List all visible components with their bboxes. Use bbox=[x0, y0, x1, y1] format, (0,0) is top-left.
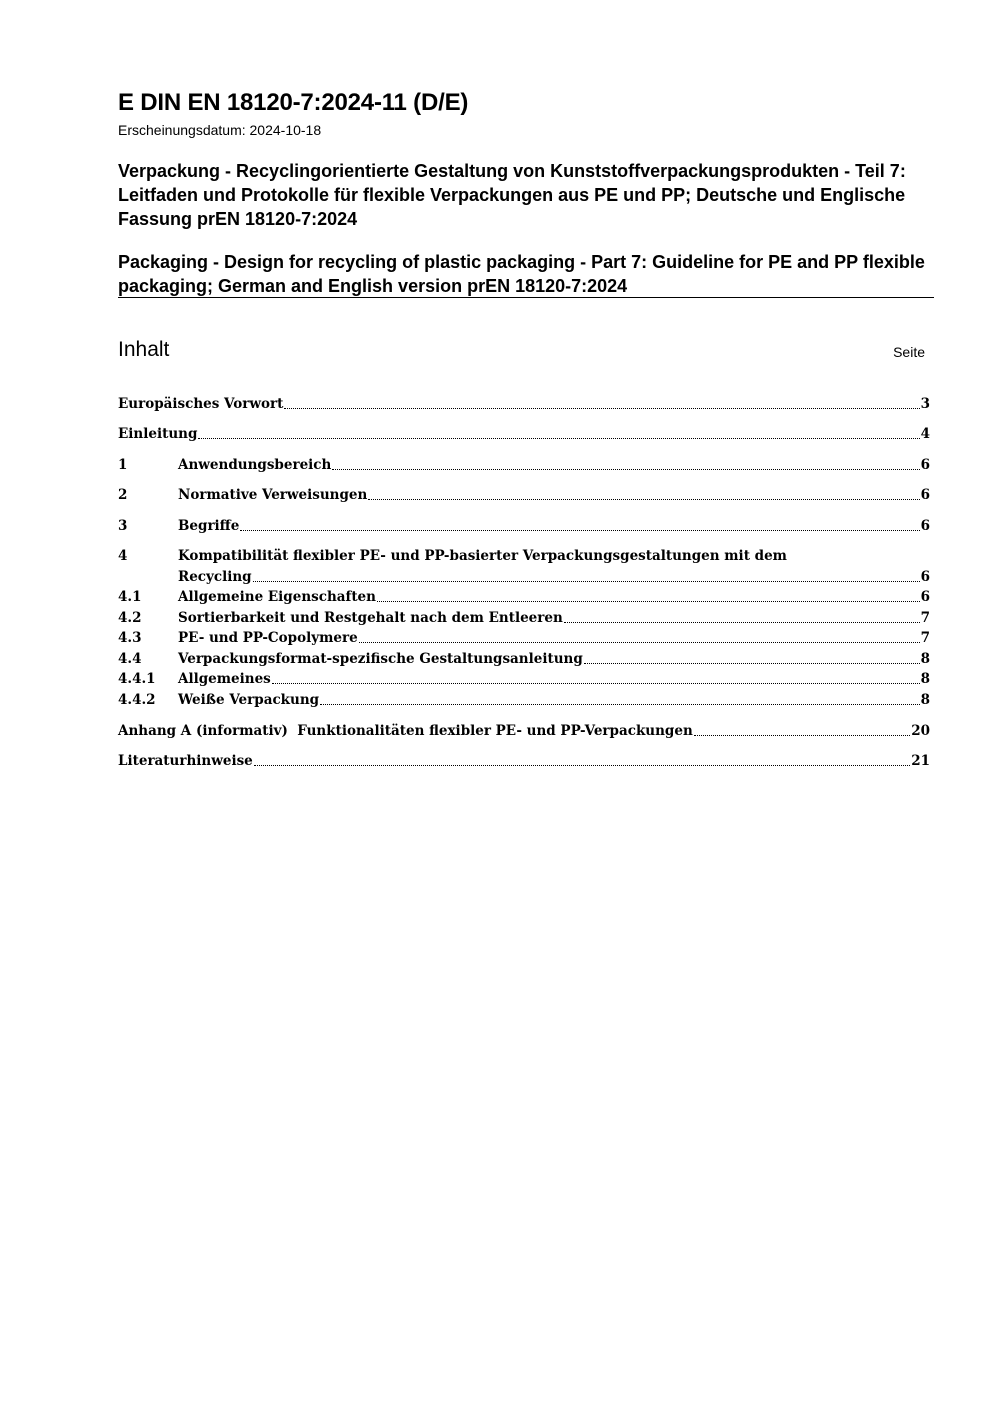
toc-heading: Inhalt bbox=[118, 338, 170, 361]
toc-leader-dots bbox=[359, 641, 920, 643]
toc-entry-number: 4.2 bbox=[118, 610, 142, 626]
toc-entry-text: Kompatibilität flexibler PE- und PP-basierter Verpackungsgestaltungen mit dem bbox=[178, 548, 787, 564]
toc-entry-introduction[interactable] bbox=[118, 424, 930, 444]
toc-entry-number: 4.4.1 bbox=[118, 671, 156, 687]
toc-entry-text: Weiße Verpackung bbox=[178, 692, 320, 708]
toc-entry-number: 3 bbox=[118, 518, 128, 534]
toc-entry-text-continued: Recycling bbox=[178, 569, 252, 585]
toc-entry-foreword[interactable] bbox=[118, 394, 930, 414]
toc-entry-text: Literaturhinweise bbox=[118, 753, 253, 769]
toc-entry-annex-a[interactable] bbox=[118, 721, 930, 741]
toc-entry-4-4-2[interactable] bbox=[118, 690, 930, 710]
toc-entry-page: 6 bbox=[920, 457, 930, 473]
toc-leader-dots bbox=[254, 764, 910, 766]
toc-entry-page: 7 bbox=[920, 630, 930, 646]
toc-entry-number: 4.4.2 bbox=[118, 692, 156, 708]
toc-leader-dots bbox=[694, 734, 910, 736]
toc-entry-1[interactable] bbox=[118, 455, 930, 475]
toc-leader-dots bbox=[272, 682, 920, 684]
toc-entry-page: 6 bbox=[920, 518, 930, 534]
toc-leader-dots bbox=[284, 407, 919, 409]
toc-entry-page: 21 bbox=[911, 753, 930, 769]
toc-entry-3[interactable] bbox=[118, 516, 930, 536]
toc-entry-text: Allgemeines bbox=[178, 671, 271, 687]
toc-entry-text: Normative Verweisungen bbox=[178, 487, 368, 503]
toc-entry-4[interactable] bbox=[118, 567, 930, 587]
toc-entry-number: 4.3 bbox=[118, 630, 142, 646]
toc-entry-page: 3 bbox=[920, 396, 930, 412]
toc-entry-page: 6 bbox=[920, 569, 930, 585]
toc-leader-dots bbox=[368, 498, 919, 500]
toc-leader-dots bbox=[240, 529, 919, 531]
toc-entry-text: Einleitung bbox=[118, 426, 198, 442]
toc-entry-bibliography[interactable] bbox=[118, 751, 930, 771]
toc-entry-text: PE- und PP-Copolymere bbox=[178, 630, 358, 646]
document-title: E DIN EN 18120-7:2024-11 (D/E) bbox=[118, 89, 469, 116]
toc-entry-page: 8 bbox=[920, 692, 930, 708]
title-german: Verpackung - Recyclingorientierte Gestaltung von Kunststoffverpackungsprodukten - Teil 7: Leitfaden und Protokolle für flexible Verpackungen aus PE und PP; Deutsche und Englische Fassung prEN 18120-7:2024 bbox=[118, 161, 906, 229]
toc-entry-4-4[interactable] bbox=[118, 649, 930, 669]
toc-entry-number: 2 bbox=[118, 487, 128, 503]
toc-entry-text: Allgemeine Eigenschaften bbox=[178, 589, 376, 605]
toc-entry-text: Anhang A (informativ) Funktionalitäten flexibler PE- und PP-Verpackungen bbox=[118, 723, 693, 739]
toc-entry-number: 4 bbox=[118, 548, 128, 564]
toc-leader-dots bbox=[584, 662, 920, 664]
toc-entry-4-2[interactable] bbox=[118, 608, 930, 628]
toc-entry-4-first-line[interactable] bbox=[118, 546, 787, 566]
toc-entry-page: 8 bbox=[920, 651, 930, 667]
toc-leader-dots bbox=[564, 621, 920, 623]
toc-entry-text: Sortierbarkeit und Restgehalt nach dem Entleeren bbox=[178, 610, 563, 626]
toc-entry-text: Verpackungsformat-spezifische Gestaltungsanleitung bbox=[178, 651, 583, 667]
toc-entry-4-3[interactable] bbox=[118, 628, 930, 648]
toc-entry-page: 6 bbox=[920, 589, 930, 605]
toc-entry-text: Anwendungsbereich bbox=[178, 457, 332, 473]
toc-entry-text: Begriffe bbox=[178, 518, 240, 534]
toc-entry-page: 20 bbox=[911, 723, 930, 739]
toc-leader-dots bbox=[377, 600, 920, 602]
toc-entry-page: 6 bbox=[920, 487, 930, 503]
title-divider bbox=[118, 297, 934, 298]
toc-entry-number: 4.1 bbox=[118, 589, 142, 605]
toc-leader-dots bbox=[253, 580, 920, 582]
toc-leader-dots bbox=[198, 437, 919, 439]
toc-entry-4-1[interactable] bbox=[118, 587, 930, 607]
toc-leader-dots bbox=[320, 703, 920, 705]
title-english: Packaging - Design for recycling of plastic packaging - Part 7: Guideline for PE and PP flexible packaging; German and English version prEN 18120-7:2024 bbox=[118, 252, 925, 296]
toc-page-column-label: Seite bbox=[893, 344, 925, 360]
publication-date: Erscheinungsdatum: 2024-10-18 bbox=[118, 122, 322, 138]
toc-entry-4-4-1[interactable] bbox=[118, 669, 930, 689]
toc-entry-page: 7 bbox=[920, 610, 930, 626]
toc-entry-text: Europäisches Vorwort bbox=[118, 396, 284, 412]
toc-entry-page: 8 bbox=[920, 671, 930, 687]
toc-entry-page: 4 bbox=[920, 426, 930, 442]
toc-entry-2[interactable] bbox=[118, 485, 930, 505]
toc-entry-number: 4.4 bbox=[118, 651, 142, 667]
toc-leader-dots bbox=[332, 468, 919, 470]
toc-entry-number: 1 bbox=[118, 457, 128, 473]
